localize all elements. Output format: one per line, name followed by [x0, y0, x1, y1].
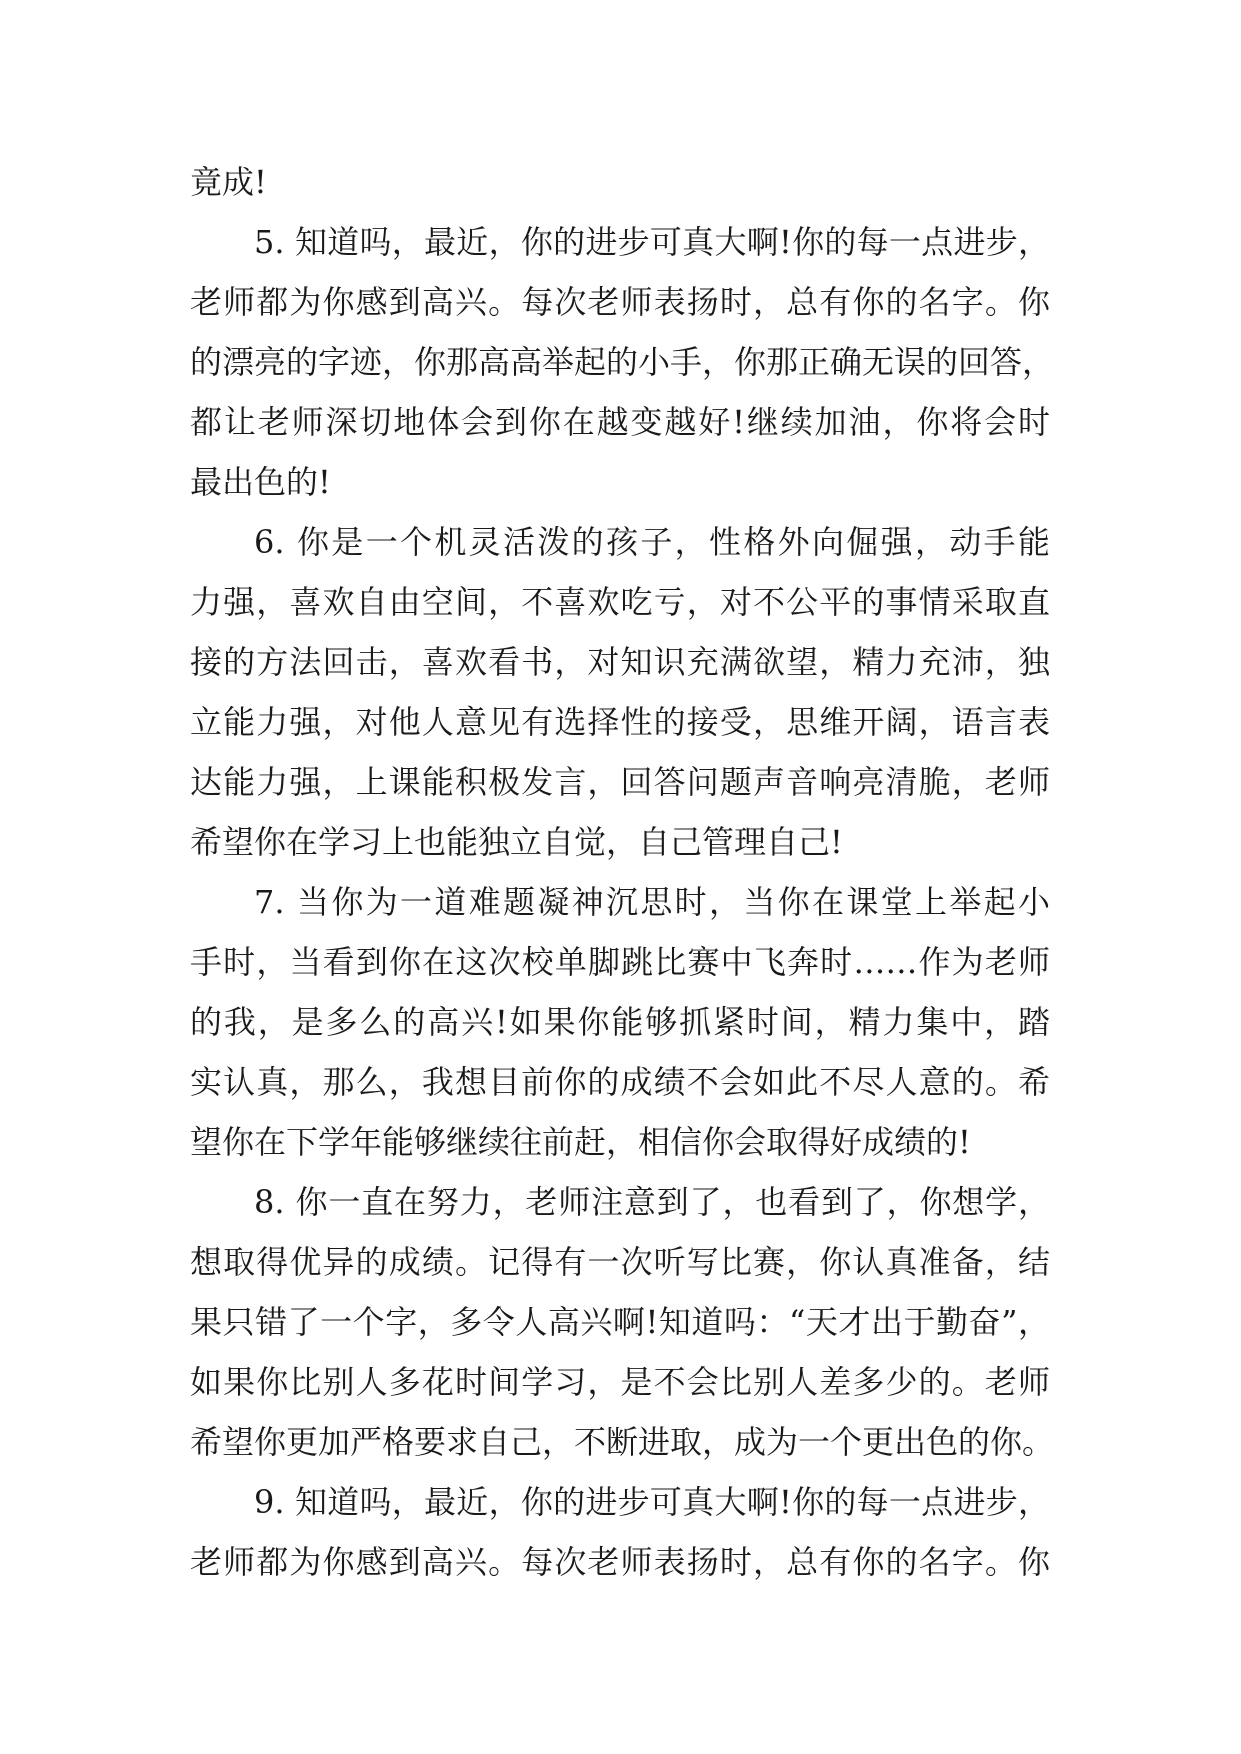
text-line: 手时，当看到你在这次校单脚跳比赛中飞奔时……作为老师	[190, 943, 1050, 981]
text-line: 达能力强，上课能积极发言，回答问题声音响亮清脆，老师	[190, 763, 1050, 801]
text-line: 8. 你一直在努力，老师注意到了，也看到了，你想学，	[254, 1183, 1050, 1221]
text-line: 想取得优异的成绩。记得有一次听写比赛，你认真准备，结	[190, 1243, 1050, 1281]
text-line: 希望你在学习上也能独立自觉，自己管理自己!	[190, 823, 843, 861]
text-line: 竟成!	[190, 163, 267, 201]
text-line: 7. 当你为一道难题凝神沉思时，当你在课堂上举起小	[254, 883, 1050, 921]
text-line: 如果你比别人多花时间学习，是不会比别人差多少的。老师	[190, 1363, 1050, 1401]
text-line: 6. 你是一个机灵活泼的孩子，性格外向倔强，动手能	[254, 523, 1050, 561]
text-line: 老师都为你感到高兴。每次老师表扬时，总有你的名字。你	[190, 1543, 1050, 1581]
text-line: 望你在下学年能够继续往前赶，相信你会取得好成绩的!	[190, 1123, 971, 1161]
text-line: 9. 知道吗，最近，你的进步可真大啊!你的每一点进步，	[254, 1483, 1050, 1521]
text-line: 力强，喜欢自由空间，不喜欢吃亏，对不公平的事情采取直	[190, 583, 1050, 621]
text-line: 的漂亮的字迹，你那高高举起的小手，你那正确无误的回答，	[190, 343, 1055, 381]
text-line: 都让老师深切地体会到你在越变越好!继续加油，你将会时	[190, 403, 1050, 441]
document-body	[190, 152, 1055, 1592]
text-line: 老师都为你感到高兴。每次老师表扬时，总有你的名字。你	[190, 283, 1050, 321]
text-line: 立能力强，对他人意见有选择性的接受，思维开阔，语言表	[190, 703, 1050, 741]
text-line: 的我，是多么的高兴!如果你能够抓紧时间，精力集中，踏	[190, 1003, 1050, 1041]
text-line: 接的方法回击，喜欢看书，对知识充满欲望，精力充沛，独	[190, 643, 1050, 681]
text-line: 5. 知道吗，最近，你的进步可真大啊!你的每一点进步，	[254, 223, 1050, 261]
text-line: 希望你更加严格要求自己，不断进取，成为一个更出色的你。	[190, 1423, 1055, 1461]
text-line: 果只错了一个字，多令人高兴啊!知道吗：“天才出于勤奋”，	[190, 1303, 1050, 1341]
text-line: 最出色的!	[190, 463, 331, 501]
text-line: 实认真，那么，我想目前你的成绩不会如此不尽人意的。希	[190, 1063, 1050, 1101]
